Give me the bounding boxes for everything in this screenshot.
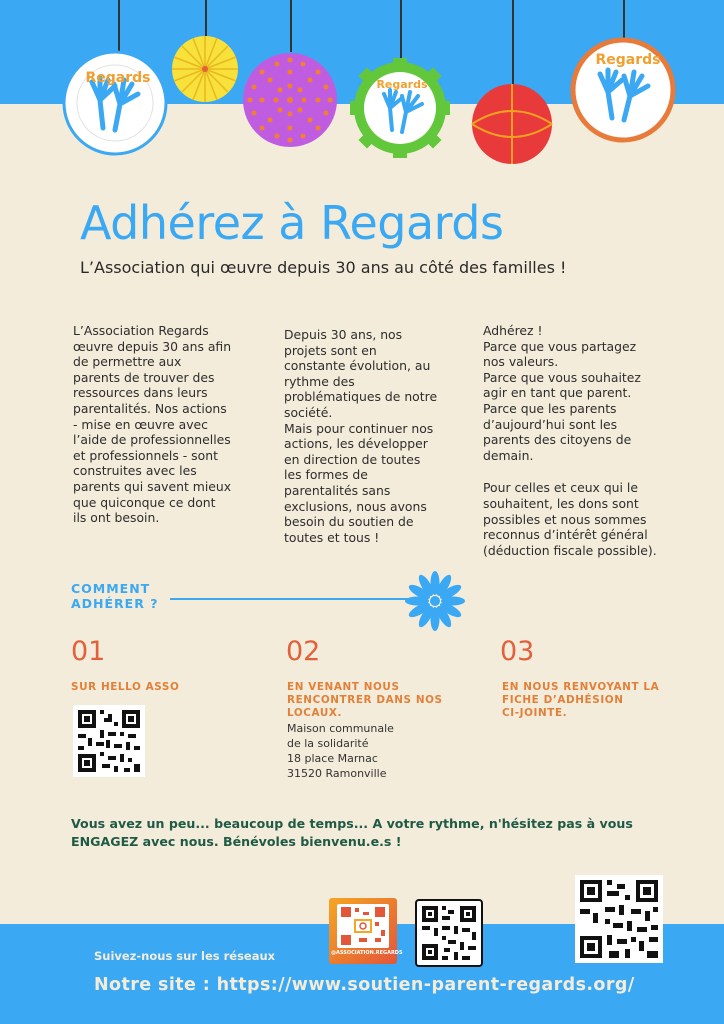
text-line: exclusions, nous avons xyxy=(284,498,427,514)
label-line: RENCONTRER DANS NOS xyxy=(287,694,443,706)
text-line: les formes de xyxy=(284,467,368,483)
yellow-ornament xyxy=(172,36,238,102)
address-line: Maison communale xyxy=(287,722,394,735)
text-line: demain. xyxy=(483,447,534,463)
spacer xyxy=(483,463,657,480)
text-line: Parce que vous souhaitez xyxy=(483,369,641,385)
address-line: 18 place Marnac xyxy=(287,752,378,765)
how-to-join-heading xyxy=(71,581,158,611)
ornaments xyxy=(0,0,724,170)
text-column-2 xyxy=(284,327,437,545)
svg-text:Regards: Regards xyxy=(595,52,661,68)
text-line: parentalités. Nos actions xyxy=(73,400,227,416)
text-line: ressources dans leurs xyxy=(73,385,208,401)
text-line: - mise en œuvre avec xyxy=(73,416,208,432)
text-column-3 xyxy=(483,323,657,558)
step-number-3: 03 xyxy=(500,636,535,667)
text-line: toutes et tous ! xyxy=(284,529,380,545)
step-number-1: 01 xyxy=(71,636,106,667)
text-line: possibles et nous sommes xyxy=(483,511,647,527)
helloasso-qr-code[interactable] xyxy=(73,705,145,777)
text-line: Parce que les parents xyxy=(483,400,617,416)
text-line: rythme des xyxy=(284,373,355,389)
text-line: en direction de toutes xyxy=(284,451,421,467)
website-link[interactable]: Notre site : https://www.soutien-parent-regards.org/ xyxy=(94,975,635,995)
text-column-1 xyxy=(73,323,231,526)
instagram-qr-card[interactable] xyxy=(329,898,403,964)
text-line: Depuis 30 ans, nos xyxy=(284,327,403,342)
text-line: que quiconque ce dont xyxy=(73,494,216,510)
label-line: FICHE D’ADHÉSION xyxy=(502,694,624,706)
text-line: agir en tant que parent. xyxy=(483,385,632,401)
text-line: l’aide de professionnelles xyxy=(73,432,231,448)
text-line: ils ont besoin. xyxy=(73,510,160,526)
instagram-qr-code xyxy=(337,904,389,948)
text-line: parents des citoyens de xyxy=(483,432,632,448)
text-line: Pour celles et ceux qui le xyxy=(483,480,638,496)
text-line: d’aujourd’hui sont les xyxy=(483,416,618,432)
divider-line xyxy=(170,598,420,600)
step-number-2: 02 xyxy=(286,636,321,667)
qr-pattern xyxy=(337,904,389,948)
text-line: reconnus d’intérêt général xyxy=(483,527,648,543)
purple-ornament xyxy=(243,53,337,147)
text-line: et professionnels - sont xyxy=(73,447,218,463)
label-line: CI-JOINTE. xyxy=(502,707,568,719)
address-line: 31520 Ramonville xyxy=(287,767,387,780)
page-title: Adhérez à Regards xyxy=(80,196,504,250)
step-label-3 xyxy=(502,681,659,720)
heading-line: COMMENT xyxy=(71,581,151,596)
regards-logo-green xyxy=(350,58,450,158)
heading-line: ADHÉRER ? xyxy=(71,596,159,611)
follow-us-label: Suivez-nous sur les réseaux xyxy=(94,949,276,963)
text-line: Parce que vous partagez xyxy=(483,338,637,354)
text-line: Mais pour continuer nos xyxy=(284,420,434,436)
text-line: parents de trouver des xyxy=(73,369,215,385)
cta-line: ENGAGEZ avec nous. Bénévoles bienvenu.e.s ! xyxy=(71,834,402,849)
regards-logo-orange xyxy=(573,40,673,140)
text-line: actions, les développer xyxy=(284,436,428,452)
text-line: parentalités sans xyxy=(284,482,391,498)
text-line: problématiques de notre xyxy=(284,389,438,405)
label-line: LOCAUX. xyxy=(287,707,343,719)
text-line: de permettre aux xyxy=(73,354,182,370)
svg-text:Regards: Regards xyxy=(376,78,428,91)
facebook-qr-code xyxy=(417,901,481,965)
text-line: nos valeurs. xyxy=(483,354,559,370)
text-line: société. xyxy=(284,404,333,420)
step-label-1 xyxy=(71,681,179,694)
svg-text:Regards: Regards xyxy=(85,70,151,86)
label-line: EN VENANT NOUS xyxy=(287,681,400,693)
regards-logo xyxy=(64,52,166,154)
text-line: œuvre depuis 30 ans afin xyxy=(73,338,232,354)
label-line: SUR HELLO ASSO xyxy=(71,681,180,693)
volunteer-call-to-action xyxy=(71,815,633,851)
instagram-caption: @ASSOCIATION.REGARDS xyxy=(331,950,403,956)
text-line: projets sont en xyxy=(284,342,377,358)
website-qr-code[interactable] xyxy=(575,875,663,963)
address xyxy=(287,721,394,781)
text-line: (déduction fiscale possible). xyxy=(483,542,657,558)
text-line: besoin du soutien de xyxy=(284,514,414,530)
flower-icon xyxy=(404,570,466,632)
step-label-2 xyxy=(287,681,443,720)
text-line: Adhérez ! xyxy=(483,323,543,338)
text-line: souhaitent, les dons sont xyxy=(483,495,639,511)
text-line: L’Association Regards xyxy=(73,323,209,338)
page-subtitle: L’Association qui œuvre depuis 30 ans au côté des familles ! xyxy=(80,258,567,277)
label-line: EN NOUS RENVOYANT LA xyxy=(502,681,660,693)
red-ornament xyxy=(472,84,552,164)
text-line: construites avec les xyxy=(73,463,197,479)
text-line: parents qui savent mieux xyxy=(73,478,232,494)
facebook-qr-card[interactable] xyxy=(415,899,483,967)
cta-line: Vous avez un peu... beaucoup de temps... A votre rythme, n'hésitez pas à vous xyxy=(71,816,633,831)
address-line: de la solidarité xyxy=(287,737,369,750)
text-line: constante évolution, au xyxy=(284,358,431,374)
